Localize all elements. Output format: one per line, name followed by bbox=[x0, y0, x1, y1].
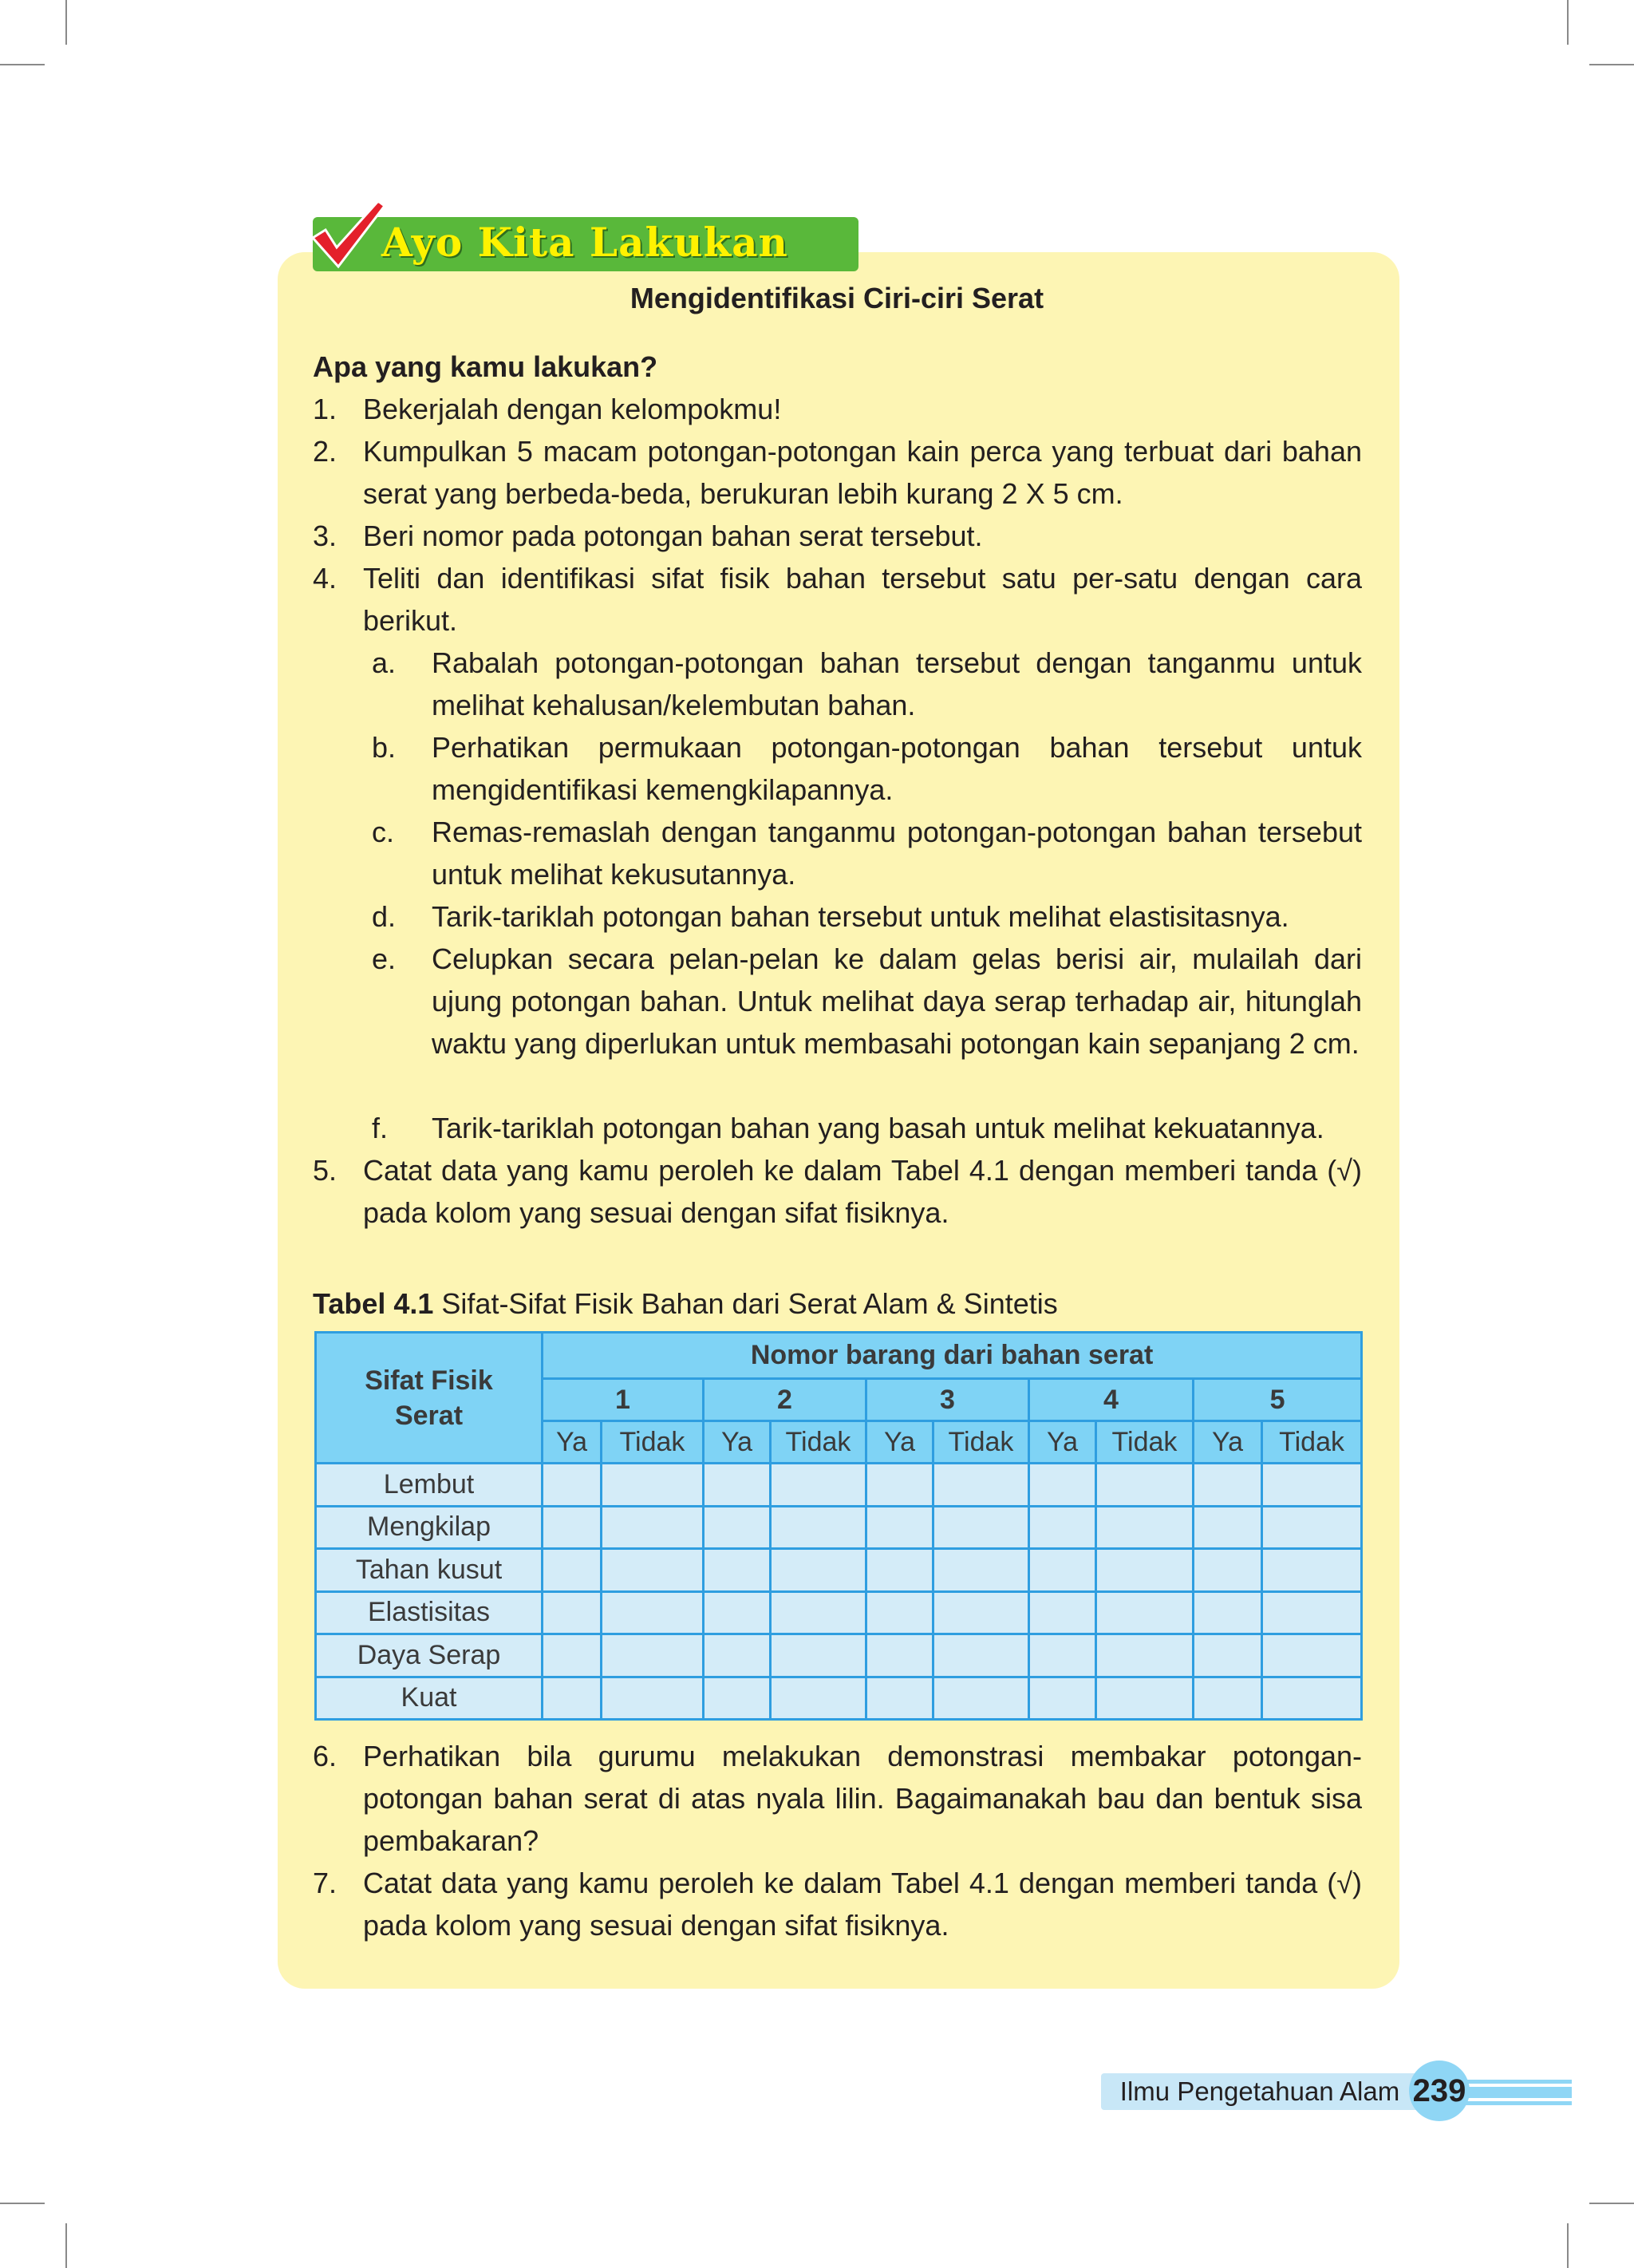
step-number: 5. bbox=[313, 1154, 337, 1187]
fiber-properties-table bbox=[314, 1331, 1363, 1721]
table-row-label: Mengkilap bbox=[316, 1506, 543, 1549]
no-column-header: Tidak bbox=[933, 1421, 1029, 1464]
table-group-header: Nomor barang dari bahan serat bbox=[543, 1333, 1362, 1379]
check-cell[interactable] bbox=[1194, 1634, 1262, 1677]
check-cell[interactable] bbox=[1096, 1549, 1194, 1592]
table-row bbox=[316, 1506, 1362, 1549]
table-caption bbox=[313, 1283, 1058, 1325]
table-caption-number: Tabel 4.1 bbox=[313, 1287, 434, 1320]
check-cell[interactable] bbox=[704, 1634, 771, 1677]
table-row bbox=[316, 1591, 1362, 1634]
check-cell[interactable] bbox=[866, 1464, 933, 1507]
substep-label: a. bbox=[372, 646, 397, 679]
check-cell[interactable] bbox=[1029, 1677, 1096, 1720]
banner-title: Ayo Kita Lakukan bbox=[381, 219, 788, 266]
check-cell[interactable] bbox=[1096, 1677, 1194, 1720]
question-heading: Apa yang kamu lakukan? bbox=[313, 350, 658, 383]
check-cell[interactable] bbox=[704, 1506, 771, 1549]
substep-text: Tarik-tariklah potongan bahan tersebut untuk melihat elastisitasnya. bbox=[432, 900, 1289, 933]
check-cell[interactable] bbox=[1194, 1549, 1262, 1592]
check-cell[interactable] bbox=[1096, 1506, 1194, 1549]
check-cell[interactable] bbox=[704, 1591, 771, 1634]
check-cell[interactable] bbox=[1262, 1464, 1362, 1507]
check-cell[interactable] bbox=[1029, 1506, 1096, 1549]
check-cell[interactable] bbox=[1194, 1677, 1262, 1720]
substep-text: Rabalah potongan-potongan bahan tersebut dengan tanganmu untuk melihat kehalusan/kelembutan bahan. bbox=[432, 646, 1362, 721]
check-cell[interactable] bbox=[1096, 1464, 1194, 1507]
check-cell[interactable] bbox=[933, 1677, 1029, 1720]
step-number: 3. bbox=[313, 520, 337, 552]
check-cell[interactable] bbox=[602, 1506, 704, 1549]
check-cell[interactable] bbox=[543, 1506, 602, 1549]
check-cell[interactable] bbox=[1194, 1591, 1262, 1634]
substep-label: c. bbox=[372, 816, 395, 848]
step-text: Beri nomor pada potongan bahan serat tersebut. bbox=[363, 520, 983, 552]
substep-text: Celupkan secara pelan-pelan ke dalam gelas berisi air, mulailah dari ujung potongan bahan. Untuk melihat daya serap terhadap air, hitunglah waktu yang diperlukan untuk membasahi potongan kain sepanjang 2 cm. bbox=[432, 942, 1362, 1060]
step-text: Bekerjalah dengan kelompokmu! bbox=[363, 393, 782, 425]
crop-mark bbox=[0, 64, 45, 65]
no-column-header: Tidak bbox=[771, 1421, 866, 1464]
check-cell[interactable] bbox=[933, 1506, 1029, 1549]
check-cell[interactable] bbox=[1262, 1634, 1362, 1677]
check-cell[interactable] bbox=[771, 1464, 866, 1507]
page-number: 239 bbox=[1409, 2061, 1470, 2121]
substep-text: Remas-remaslah dengan tanganmu potongan-potongan bahan tersebut untuk melihat kekusutannya. bbox=[432, 816, 1362, 891]
substep-text: Tarik-tariklah potongan bahan yang basah untuk melihat kekuatannya. bbox=[432, 1112, 1324, 1144]
table-row bbox=[316, 1677, 1362, 1720]
step-number: 7. bbox=[313, 1867, 337, 1899]
table-row-label: Lembut bbox=[316, 1464, 543, 1507]
check-cell[interactable] bbox=[866, 1506, 933, 1549]
table-caption-title: Sifat-Sifat Fisik Bahan dari Serat Alam & Sintetis bbox=[433, 1287, 1058, 1320]
yes-column-header: Ya bbox=[704, 1421, 771, 1464]
check-cell[interactable] bbox=[602, 1549, 704, 1592]
step-number: 1. bbox=[313, 393, 337, 425]
check-cell[interactable] bbox=[771, 1677, 866, 1720]
check-cell[interactable] bbox=[933, 1634, 1029, 1677]
check-cell[interactable] bbox=[1194, 1464, 1262, 1507]
check-cell[interactable] bbox=[1262, 1591, 1362, 1634]
table-row-label: Kuat bbox=[316, 1677, 543, 1720]
crop-mark bbox=[1589, 64, 1634, 65]
no-column-header: Tidak bbox=[602, 1421, 704, 1464]
crop-mark bbox=[65, 2223, 67, 2268]
no-column-header: Tidak bbox=[1096, 1421, 1194, 1464]
check-cell[interactable] bbox=[1262, 1506, 1362, 1549]
step-text: Kumpulkan 5 macam potongan-potongan kain perca yang terbuat dari bahan serat yang berbeda-beda, berukuran lebih kurang 2 X 5 cm. bbox=[363, 435, 1362, 510]
check-cell[interactable] bbox=[543, 1677, 602, 1720]
check-cell[interactable] bbox=[543, 1591, 602, 1634]
table-row bbox=[316, 1464, 1362, 1507]
check-cell[interactable] bbox=[602, 1634, 704, 1677]
checkmark-icon bbox=[308, 198, 388, 270]
step-number: 2. bbox=[313, 435, 337, 468]
check-cell[interactable] bbox=[543, 1464, 602, 1507]
step-text: Catat data yang kamu peroleh ke dalam Tabel 4.1 dengan memberi tanda (√) pada kolom yang sesuai dengan sifat fisiknya. bbox=[363, 1154, 1362, 1229]
item-number-header: 3 bbox=[866, 1379, 1029, 1421]
step-number: 6. bbox=[313, 1740, 337, 1772]
crop-mark bbox=[65, 0, 67, 45]
table-row-label: Tahan kusut bbox=[316, 1549, 543, 1592]
footer-subject: Ilmu Pengetahuan Alam bbox=[1101, 2073, 1419, 2110]
check-cell[interactable] bbox=[602, 1677, 704, 1720]
check-cell[interactable] bbox=[771, 1506, 866, 1549]
check-cell[interactable] bbox=[933, 1549, 1029, 1592]
item-number-header: 1 bbox=[543, 1379, 704, 1421]
check-cell[interactable] bbox=[1029, 1634, 1096, 1677]
check-cell[interactable] bbox=[602, 1591, 704, 1634]
check-cell[interactable] bbox=[704, 1677, 771, 1720]
substep-label: f. bbox=[372, 1112, 389, 1144]
check-cell[interactable] bbox=[866, 1549, 933, 1592]
step-number: 4. bbox=[313, 562, 337, 595]
crop-mark bbox=[1589, 2203, 1634, 2204]
check-cell[interactable] bbox=[1194, 1506, 1262, 1549]
substep-text: Perhatikan permukaan potongan-potongan bahan tersebut untuk mengidentifikasi kemengkilapannya. bbox=[432, 731, 1362, 806]
item-number-header: 2 bbox=[704, 1379, 866, 1421]
check-cell[interactable] bbox=[933, 1464, 1029, 1507]
substep-label: e. bbox=[372, 942, 397, 975]
check-cell[interactable] bbox=[866, 1634, 933, 1677]
table-row-label: Elastisitas bbox=[316, 1591, 543, 1634]
check-cell[interactable] bbox=[771, 1549, 866, 1592]
check-cell[interactable] bbox=[1096, 1591, 1194, 1634]
item-number-header: 5 bbox=[1194, 1379, 1362, 1421]
check-cell[interactable] bbox=[1029, 1464, 1096, 1507]
crop-mark bbox=[1567, 2223, 1569, 2268]
check-cell[interactable] bbox=[1029, 1591, 1096, 1634]
crop-mark bbox=[1567, 0, 1569, 45]
check-cell[interactable] bbox=[1262, 1677, 1362, 1720]
table-row bbox=[316, 1549, 1362, 1592]
activity-heading: Mengidentifikasi Ciri-ciri Serat bbox=[630, 282, 1044, 314]
yes-column-header: Ya bbox=[1029, 1421, 1096, 1464]
item-number-header: 4 bbox=[1029, 1379, 1194, 1421]
yes-column-header: Ya bbox=[866, 1421, 933, 1464]
check-cell[interactable] bbox=[543, 1634, 602, 1677]
table-corner-header: Sifat Fisik Serat bbox=[316, 1333, 543, 1464]
check-cell[interactable] bbox=[1262, 1549, 1362, 1592]
yes-column-header: Ya bbox=[543, 1421, 602, 1464]
crop-mark bbox=[0, 2203, 45, 2204]
check-cell[interactable] bbox=[866, 1677, 933, 1720]
check-cell[interactable] bbox=[602, 1464, 704, 1507]
step-text: Catat data yang kamu peroleh ke dalam Tabel 4.1 dengan memberi tanda (√) pada kolom yang sesuai dengan sifat fisiknya. bbox=[363, 1867, 1362, 1942]
no-column-header: Tidak bbox=[1262, 1421, 1362, 1464]
check-cell[interactable] bbox=[771, 1591, 866, 1634]
check-cell[interactable] bbox=[933, 1591, 1029, 1634]
substep-label: d. bbox=[372, 900, 397, 933]
table-row-label: Daya Serap bbox=[316, 1634, 543, 1677]
table-row bbox=[316, 1634, 1362, 1677]
yes-column-header: Ya bbox=[1194, 1421, 1262, 1464]
check-cell[interactable] bbox=[543, 1549, 602, 1592]
check-cell[interactable] bbox=[704, 1464, 771, 1507]
step-text: Teliti dan identifikasi sifat fisik bahan tersebut satu per-satu dengan cara berikut. bbox=[363, 562, 1362, 637]
step-text: Perhatikan bila gurumu melakukan demonstrasi membakar potongan-potongan bahan serat di atas nyala lilin. Bagaimanakah bau dan bentuk sisa pembakaran? bbox=[363, 1740, 1362, 1857]
substep-label: b. bbox=[372, 731, 397, 764]
check-cell[interactable] bbox=[1096, 1634, 1194, 1677]
check-cell[interactable] bbox=[1029, 1549, 1096, 1592]
check-cell[interactable] bbox=[866, 1591, 933, 1634]
check-cell[interactable] bbox=[704, 1549, 771, 1592]
check-cell[interactable] bbox=[771, 1634, 866, 1677]
